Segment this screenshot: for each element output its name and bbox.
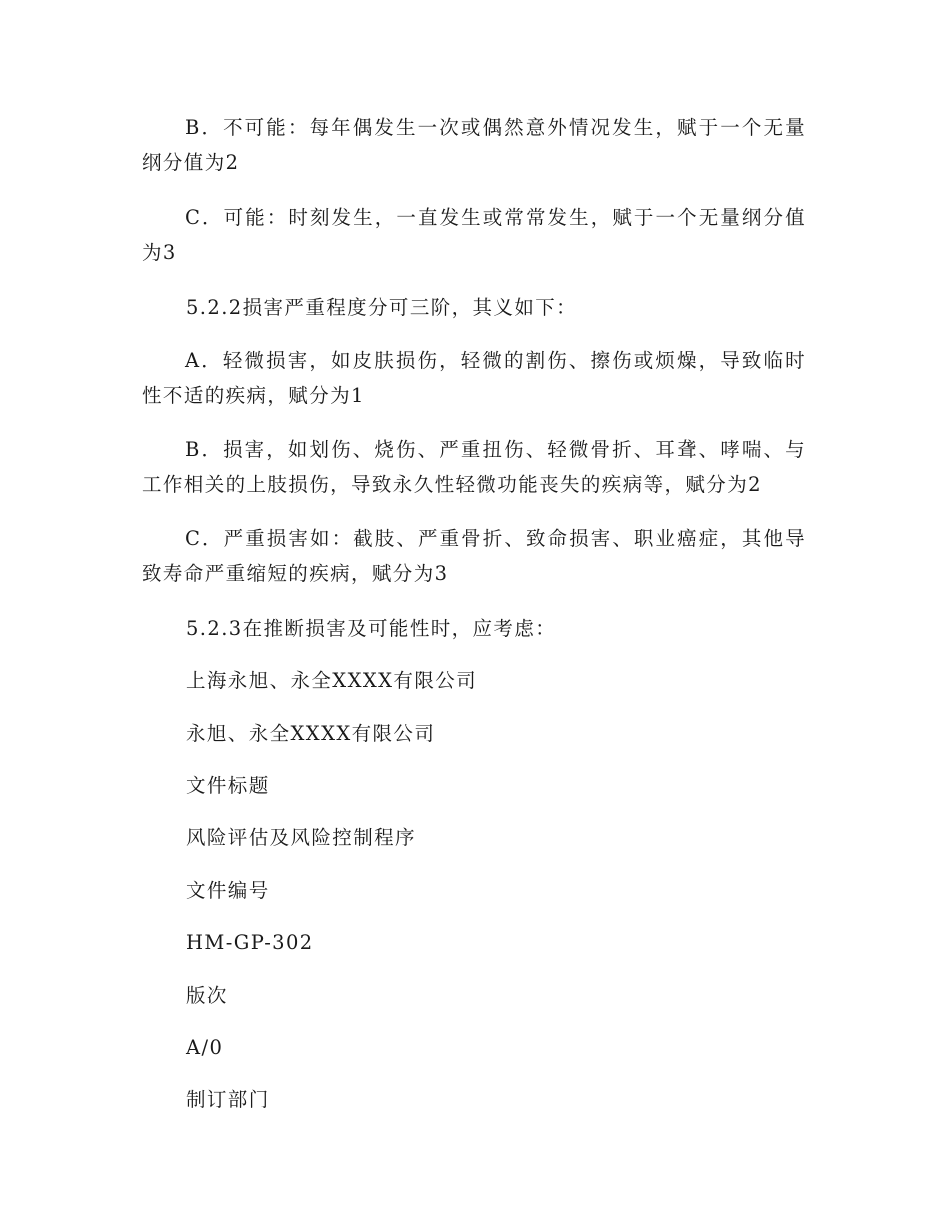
revision-value: A/0 <box>186 1036 224 1059</box>
section-5-2-2-heading: 5.2.2损害严重程度分可三阶，其义如下： <box>186 296 578 319</box>
company-short-name: 永旭、永全XXXX有限公司 <box>186 722 436 745</box>
revision-label: 版次 <box>186 984 228 1007</box>
paragraph-a-minor: A．轻微损害，如皮肤损伤，轻微的割伤、擦伤或烦燥，导致临时性不适的疾病，赋分为1 <box>142 349 806 407</box>
paragraph-b-unlikely: B．不可能：每年偶发生一次或偶然意外情况发生，赋于一个无量纲分值为2 <box>142 116 806 174</box>
dept-label: 制订部门 <box>186 1088 270 1111</box>
paragraph-c-likely: C．可能：时刻发生，一直发生或常常发生，赋于一个无量纲分值为3 <box>142 206 806 264</box>
section-5-2-3-heading: 5.2.3在推断损害及可能性时，应考虑： <box>186 617 557 640</box>
doc-title-label: 文件标题 <box>186 774 270 797</box>
doc-number-value: HM-GP-302 <box>186 931 314 954</box>
doc-number-label: 文件编号 <box>186 879 270 902</box>
paragraph-c-severe: C．严重损害如：截肢、严重骨折、致命损害、职业癌症，其他导致寿命严重缩短的疾病，赋分为3 <box>142 527 806 585</box>
paragraph-b-harm: B．损害，如划伤、烧伤、严重扭伤、轻微骨折、耳聋、哮喘、与工作相关的上肢损伤，导致永久性轻微功能丧失的疾病等，赋分为2 <box>142 438 806 496</box>
doc-title-value: 风险评估及风险控制程序 <box>186 826 416 849</box>
company-full-name: 上海永旭、永全XXXX有限公司 <box>186 669 478 692</box>
